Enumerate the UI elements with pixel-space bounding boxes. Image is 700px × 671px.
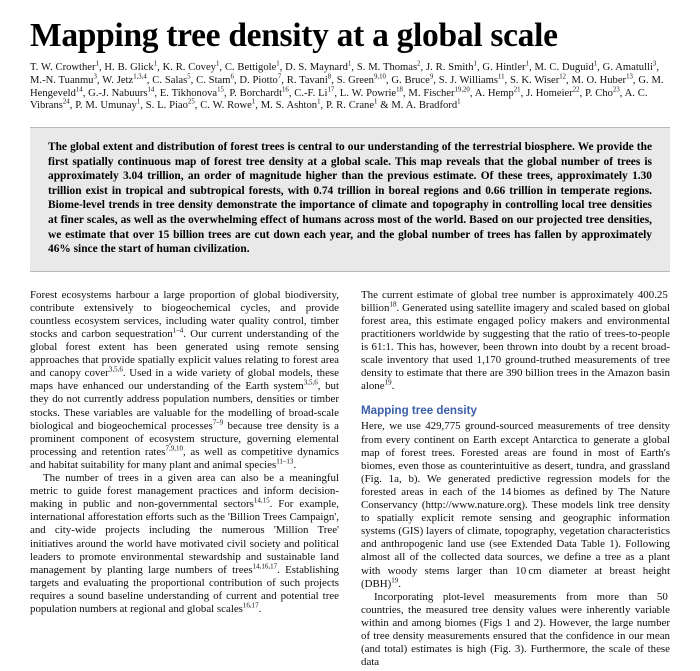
- left-paragraph-2: The number of trees in a given area can also be a meaningful metric to guide forest management practices and inform decision-making in public and non-governmental sectors$^{14,15}$. For example, international afforestation efforts such as the 'Billion Trees Campaign', and city-wide projects including the numerous 'Million Tree' initiatives around the world have motivated civil society and political leaders to promote environmental stewardship and sustainable land management by planting large numbers of trees$^{14,16,17}$. Establishing targets and evaluating the proportional contribution of such projects requires a sound baseline understanding of current and potential tree population numbers at regional and global scales$^{16,17}$.: [30, 472, 339, 615]
- left-column: [30, 289, 339, 670]
- page-title: Mapping tree density at a global scale: [30, 17, 558, 54]
- section-heading-mapping-tree-density: Mapping tree density: [361, 404, 477, 418]
- right-paragraph-2: Here, we use 429,775 ground-sourced measurements of tree density from every continent on Earth except Antarctica to generate a global map of forest trees. Forested areas are found in most of Earth's biomes, even those as counterintuitive as desert, tundra, and grassland (Fig. 1a, b). We generated predictive regression models for the forested areas in each of the 14 biomes as defined by The Nature Conservancy (http://www.nature.org). These models link tree density to spatially explicit remote sensing and geographic information systems (GIS) layers of climate, topography, vegetation characteristics and anthropogenic land use (see Extended Data Table 1). Following almost all of the collected data sources, we define a tree as a plant with woody stems larger than 10 cm diameter at breast height (DBH)$^{19}$.: [361, 420, 670, 590]
- abstract-box: [30, 127, 670, 272]
- left-paragraph-1: Forest ecosystems harbour a large proportion of global biodiversity, contribute extensively to biogeochemical cycles, and provide countless ecosystem services, including water quality control, timber stocks and carbon sequestration$^{1-4}$. Our current understanding of the global forest extent has been generated using remote sensing approaches that provide spatially explicit values relating to forest area and canopy cover$^{3,5,6}$. Used in a wide variety of global models, these maps have enhanced our understanding of the Earth system$^{3,5,6}$, but they do not currently address population numbers, densities or timber stocks. These variables are valuable for the modelling of broad-scale biological and biogeochemical processes$^{7-9}$ because tree density is a prominent component of ecosystem structure, governing elemental processing and retention rates$^{7,9,10}$, as well as competitive dynamics and habitat suitability for many plant and animal species$^{11-13}$.: [30, 288, 339, 471]
- author-list: T. W. Crowther$^1$, H. B. Glick$^1$, K. R. Covey$^1$, C. Bettigole$^1$, D. S. Maynard$^1$, S. M. Thomas$^2$, J. R. Smith$^1$, G. Hintler$^1$, M. C. Duguid$^1$, G. Amatulli$^3$, M.-N. Tuanmu$^3$, W. Jetz$^{1,3,4}$, C. Salas$^5$, C. Stam$^6$, D. Piotto$^7$, R. Tavani$^8$, S. Green$^{9,10}$, G. Bruce$^9$, S. J. Williams$^{11}$, S. K. Wiser$^{12}$, M. O. Huber$^{13}$, G. M. Hengeveld$^{14}$, G.-J. Nabuurs$^{14}$, E. Tikhonova$^{15}$, P. Borchardt$^{16}$, C.-F. Li$^{17}$, L. W. Powrie$^{18}$, M. Fischer$^{19,20}$, A. Hemp$^{21}$, J. Homeier$^{22}$, P. Cho$^{23}$, A. C. Vibrans$^{24}$, P. M. Umunay$^1$, S. L. Piao$^{25}$, C. W. Rowe$^1$, M. S. Ashton$^1$, P. R. Crane$^1$ & M. A. Bradford$^1$: [30, 60, 664, 112]
- abstract-text: The global extent and distribution of forest trees is central to our understanding of the terrestrial biosphere. We provide the first spatially continuous map of forest tree density at a global scale. This map reveals that the global number of trees is approximately 3.04 trillion, an order of magnitude higher than the previous estimate. Of these trees, approximately 1.30 trillion exist in tropical and subtropical forests, with 0.74 trillion in boreal regions and 0.66 trillion in temperate regions. Biome-level trends in tree density demonstrate the importance of climate and topography in controlling local tree densities at finer scales, as well as the overwhelming effect of humans across most of the world. Based on our projected tree densities, we estimate that over 15 billion trees are cut down each year, and the global number of trees has fallen by approximately 46% since the start of human civilization.: [48, 140, 652, 256]
- body-columns: [30, 289, 670, 670]
- right-paragraph-3: Incorporating plot-level measurements from more than 50 countries, the measured tree density values were inherently variable within and among biomes (Figs 1 and 2). However, the large number of tree density measurements ensured that the confidence in our mean (and total) estimates is high (Fig. 3). Furthermore, the scale of these data: [361, 590, 670, 669]
- right-column: [361, 289, 670, 670]
- right-paragraph-1: The current estimate of global tree number is approximately 400.25 billion$^{18}$. Generated using satellite imagery and scaled based on global forest area, this estimate engaged policy makers and environmental practitioners worldwide by suggesting that the ratio of trees-to-people is 61:1. This has, however, been thrown into doubt by a recent broad-scale inventory that used 1,170 ground-truthed measurements of tree density to estimate that there are 390 billion trees in the Amazon basin alone$^{19}$.: [361, 288, 670, 393]
